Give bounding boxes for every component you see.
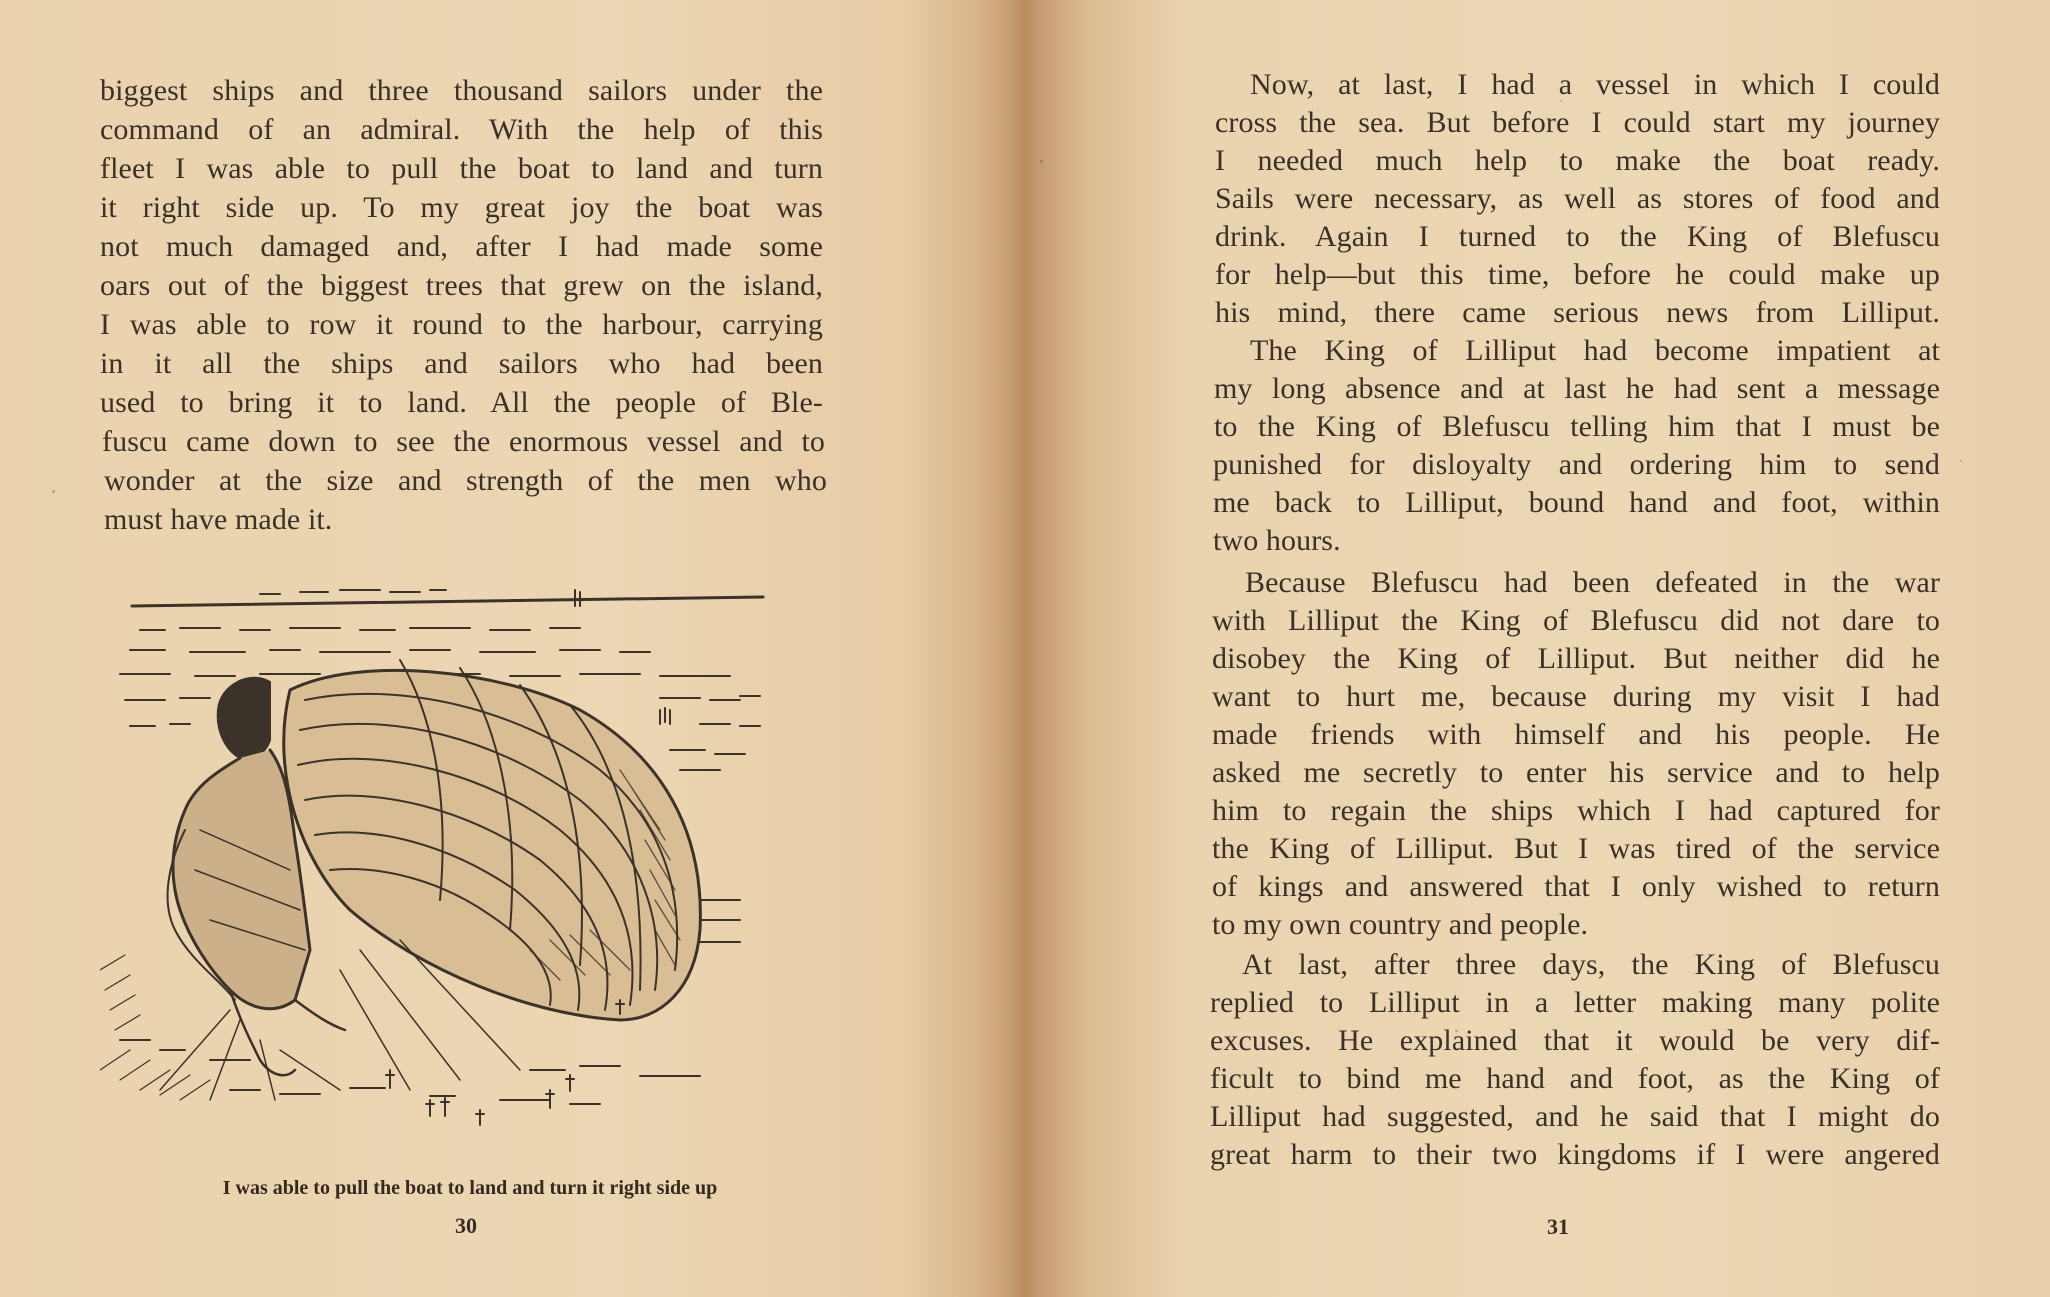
- text-line: punished for disloyalty and ordering him to send: [1213, 448, 1940, 481]
- text-line: cross the sea. But before I could start my journey: [1215, 106, 1940, 139]
- page-number: 30: [455, 1213, 477, 1238]
- text-line: asked me secretly to enter his service and to help: [1212, 756, 1940, 789]
- text-line: used to bring it to land. All the people of Ble-: [100, 386, 823, 419]
- text-line: excuses. He explained that it would be very dif-: [1210, 1024, 1940, 1057]
- text-line: oars out of the biggest trees that grew on the island,: [100, 269, 823, 302]
- text-line: Sails were necessary, as well as stores of food and: [1215, 182, 1940, 215]
- text-line: great harm to their two kingdoms if I were angered: [1210, 1138, 1940, 1171]
- text-line: fleet I was able to pull the boat to land and turn: [100, 152, 823, 185]
- text-line: disobey the King of Lilliput. But neither did he: [1212, 642, 1940, 675]
- text-line: I was able to row it round to the harbour, carrying: [100, 308, 823, 341]
- right-page: [1000, 0, 2050, 1297]
- text-line: Because Blefuscu had been defeated in the war: [1245, 566, 1940, 599]
- text-line: drink. Again I turned to the King of Blefuscu: [1215, 220, 1940, 253]
- text-line: not much damaged and, after I had made some: [100, 230, 823, 263]
- text-line: in it all the ships and sailors who had been: [100, 347, 823, 380]
- text-line: the King of Lilliput. But I was tired of the service: [1212, 832, 1940, 865]
- text-line: two hours.: [1213, 524, 1341, 557]
- text-line: Lilliput had suggested, and he said that I might do: [1210, 1100, 1940, 1133]
- text-line: to my own country and people.: [1212, 908, 1589, 941]
- text-line: to the King of Blefuscu telling him that I must be: [1214, 410, 1940, 443]
- text-line: me back to Lilliput, bound hand and foot, within: [1213, 486, 1940, 519]
- text-line: ficult to bind me hand and foot, as the King of: [1210, 1062, 1940, 1095]
- text-line: with Lilliput the King of Blefuscu did not dare to: [1212, 604, 1940, 637]
- text-line: his mind, there came serious news from Lilliput.: [1215, 296, 1940, 329]
- text-line: made friends with himself and his people. He: [1212, 718, 1940, 751]
- text-line: biggest ships and three thousand sailors under the: [100, 74, 823, 107]
- text-line: replied to Lilliput in a letter making many polite: [1210, 986, 1940, 1019]
- illustration-caption: I was able to pull the boat to land and turn it right side up: [222, 1177, 718, 1199]
- page-number: 31: [1547, 1214, 1569, 1239]
- text-line: of kings and answered that I only wished to return: [1212, 870, 1940, 903]
- text-line: my long absence and at last he had sent a message: [1214, 372, 1940, 405]
- text-line: for help—but this time, before he could make up: [1215, 258, 1940, 291]
- text-line: The King of Lilliput had become impatient at: [1250, 334, 1940, 367]
- text-line: Now, at last, I had a vessel in which I could: [1250, 68, 1940, 101]
- text-line: I needed much help to make the boat ready.: [1215, 144, 1940, 177]
- text-line: At last, after three days, the King of Blefuscu: [1242, 948, 1940, 981]
- text-line: must have made it.: [104, 503, 333, 536]
- text-line: wonder at the size and strength of the men who: [104, 464, 827, 497]
- boat-illustration: [100, 570, 845, 1150]
- text-line: it right side up. To my great joy the boat was: [100, 191, 823, 224]
- text-line: fuscu came down to see the enormous vessel and to: [102, 425, 825, 458]
- text-line: him to regain the ships which I had captured for: [1212, 794, 1940, 827]
- left-page: [0, 0, 1000, 1297]
- text-line: command of an admiral. With the help of this: [100, 113, 823, 146]
- text-line: want to hurt me, because during my visit I had: [1212, 680, 1940, 713]
